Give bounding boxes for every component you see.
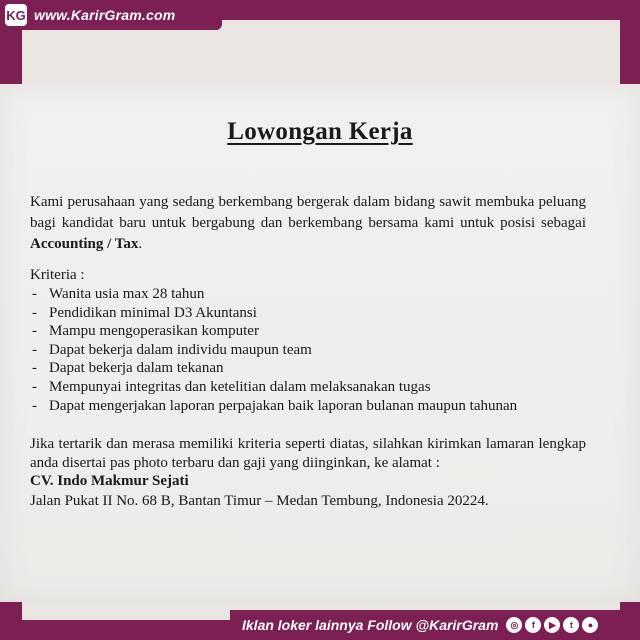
page-title: Lowongan Kerja xyxy=(227,118,413,145)
facebook-icon[interactable]: f xyxy=(525,617,541,633)
camera-icon[interactable]: ● xyxy=(582,617,598,633)
brand-header xyxy=(0,0,222,30)
criteria-item: - Mempunyai integritas dan ketelitian dalam melaksanakan tugas xyxy=(30,378,517,397)
criteria-item: - Mampu mengoperasikan komputer xyxy=(30,322,517,341)
criteria-item: - Dapat bekerja dalam individu maupun team xyxy=(30,341,517,360)
criteria-item: - Pendidikan minimal D3 Akuntansi xyxy=(30,304,517,323)
criteria-heading: Kriteria : xyxy=(30,267,85,283)
brand-url[interactable]: www.KarirGram.com xyxy=(34,7,176,23)
karirgram-logo-icon: KG xyxy=(5,4,27,26)
twitter-icon[interactable]: t xyxy=(563,617,579,633)
instagram-icon[interactable]: ◎ xyxy=(506,617,522,633)
criteria-item: - Wanita usia max 28 tahun xyxy=(30,285,517,304)
intro-end: . xyxy=(138,236,143,252)
intro-paragraph xyxy=(30,192,586,255)
criteria-item: - Dapat bekerja dalam tekanan xyxy=(30,359,517,378)
closing-paragraph: Jika tertarik dan merasa memiliki kriteria seperti diatas, silahkan kirimkan lamaran lengkap anda disertai pas photo terbaru dan gaji yang diinginkan, ke alamat : xyxy=(30,436,586,471)
position-name: Accounting / Tax xyxy=(30,236,139,252)
criteria-list xyxy=(30,285,517,415)
company-address: Jalan Pukat II No. 68 B, Bantan Timur – Medan Tembung, Indonesia 20224. xyxy=(30,493,489,509)
intro-text: Kami perusahaan yang sedang berkembang bergerak dalam bidang sawit membuka peluang bagi kandidat baru untuk bergabung dan berkembang bersama kami untuk posisi sebagai xyxy=(30,194,586,231)
footer-follow-text[interactable]: Iklan loker lainnya Follow @KarirGram xyxy=(242,617,499,633)
job-posting-paper xyxy=(0,84,640,602)
youtube-icon[interactable]: ▶ xyxy=(544,617,560,633)
criteria-item: - Dapat mengerjakan laporan perpajakan baik laporan bulanan maupun tahunan xyxy=(30,397,517,416)
company-name: CV. Indo Makmur Sejati xyxy=(30,473,189,489)
social-icons xyxy=(506,617,598,633)
footer-banner xyxy=(230,610,640,640)
